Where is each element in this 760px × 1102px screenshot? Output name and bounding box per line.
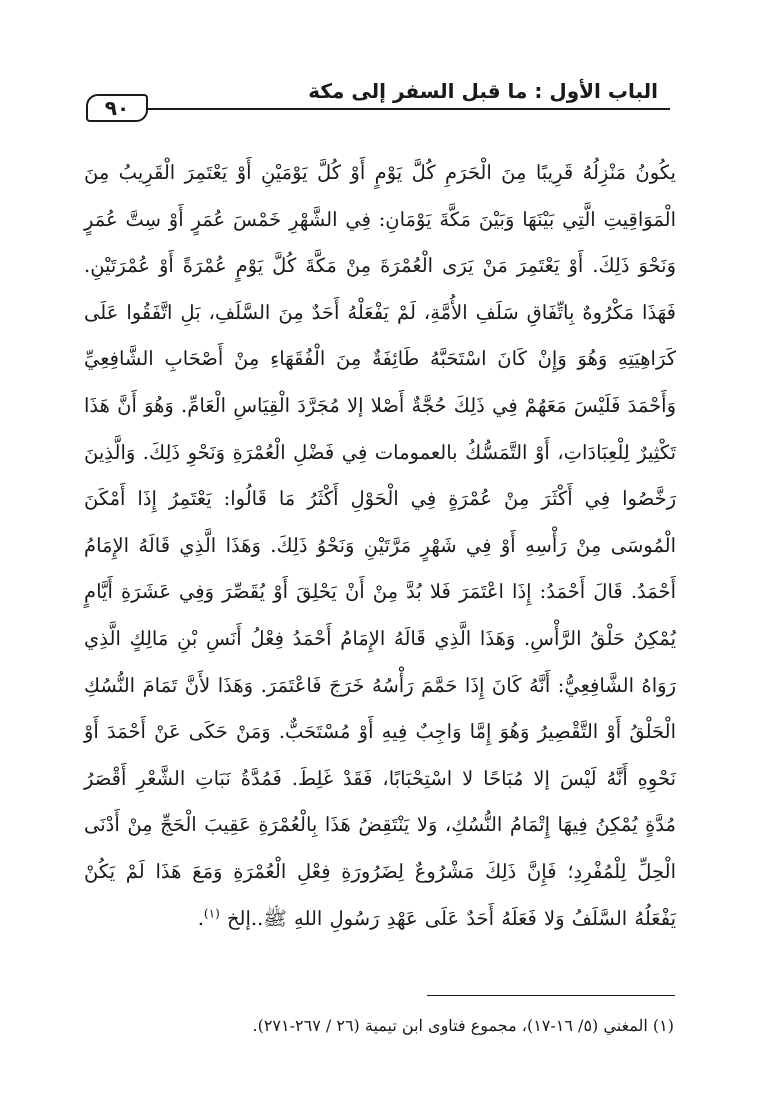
header-rule bbox=[86, 108, 670, 110]
page-number: ٩٠ bbox=[86, 94, 148, 122]
closing-period: . bbox=[197, 906, 204, 930]
body-paragraph bbox=[84, 150, 676, 942]
footnote: (١) المغني (٥/ ١٦-١٧)، مجموع فتاوى ابن تيمية (٢٦ / ٢٦٧-٢٧١). bbox=[252, 1016, 674, 1035]
page-header bbox=[86, 78, 670, 118]
footnote-marker: (١) bbox=[203, 906, 220, 920]
chapter-title: الباب الأول : ما قبل السفر إلى مكة bbox=[308, 79, 658, 103]
body-text: يكُونُ مَنْزِلُهُ قَرِيبًا مِنَ الْحَرَمِ كُلَّ يَوْمٍ أَوْ كُلَّ يَوْمَيْنِ أَوْ يَعْتَمِرَ الْقَرِيبُ مِنَ الْمَوَاقِيتِ الَّتِي بَيْنَهَا وَبَيْنَ مَكَّةَ يَوْمَانِ: فِي الشَّهْرِ خَمْسَ عُمَرٍ أَوْ سِتَّ عُمَرٍ وَنَحْوَ ذَلِكَ. أَوْ يَعْتَمِرَ مَنْ يَرَى الْعُمْرَةَ مِنْ مَكَّةَ كُلَّ يَوْمٍ عُمْرَةً أَوْ عُمْرَتَيْنِ. فَهَذَا مَكْرُوهٌ بِاتِّفَاقِ سَلَفِ الأُمَّةِ، لَمْ يَفْعَلْهُ أَحَدٌ مِنَ السَّلَفِ، بَلِ اتَّفَقُوا عَلَى كَرَاهِيَتِهِ وَهُوَ وَإِنْ كَانَ اسْتَحَبَّهُ طَائِفَةٌ مِنَ الْفُقَهَاءِ مِنْ أَصْحَابِ الشَّافِعِيِّ وَأَحْمَدَ فَلَيْسَ مَعَهُمْ فِي ذَلِكَ حُجَّةٌ أَصْلا إلا مُجَرَّدَ الْقِيَاسِ الْعَامِّ. وَهُوَ أَنَّ هَذَا تَكْثِيرٌ لِلْعِبَادَاتِ، أَوْ التَّمَسُّكُ بالعمومات فِي فَضْلِ الْعُمْرَةِ وَنَحْوِ ذَلِكَ. وَالَّذِينَ رَخَّصُوا فِي أَكْثَرَ مِنْ عُمْرَةٍ فِي الْحَوْلِ أَكْثَرُ مَا قَالُوا: يَعْتَمِرُ إِذَا أَمْكَنَ الْمُوسَى مِنْ رَأْسِهِ أَوْ فِي شَهْرٍ مَرَّتَيْنِ وَنَحْوُ ذَلِكَ. وَهَذَا الَّذِي قَالَهُ الإِمَامُ أَحْمَدُ. قَالَ أَحْمَدُ: إِذَا اعْتَمَرَ فَلا بُدَّ مِنْ أَنْ يَحْلِقَ أَوْ يُقَصِّرَ وَفِي عَشَرَةِ أَيَّامٍ يُمْكِنُ حَلْقُ الرَّأْسِ. وَهَذَا الَّذِي قَالَهُ الإِمَامُ أَحْمَدُ فِعْلُ أَنَسِ بْنِ مَالِكٍ الَّذِي رَوَاهُ الشَّافِعِيُّ: أَنَّهُ كَانَ إِذَا حَمَّمَ رَأْسُهُ خَرَجَ فَاعْتَمَرَ. وَهَذَا لأَنَّ تَمَامَ النُّسُكِ الْحَلْقُ أَوْ التَّقْصِيرُ وَهُوَ إِمَّا وَاجِبٌ فِيهِ أَوْ مُسْتَحَبٌّ. وَمَنْ حَكَى عَنْ أَحْمَدَ أَوْ نَحْوِهِ أَنَّهُ لَيْسَ إلا مُبَاحًا لا اسْتِحْبَابًا، فَقَدْ غَلِطَ. فَمُدَّةُ نَبَاتِ الشَّعْرِ أَقْصَرُ مُدَّةٍ يُمْكِنُ فِيهَا إِتْمَامُ النُّسُكِ، وَلا يَنْتَقِضُ هَذَا بِالْعُمْرَةِ عَقِيبَ الْحَجِّ مِنْ أَدْنَى الْحِلِّ لِلْمُفْرِدِ؛ فَإِنَّ ذَلِكَ مَشْرُوعٌ لِضَرُورَةِ فِعْلِ الْعُمْرَةِ وَمَعَ هَذَا لَمْ يَكُنْ يَفْعَلُهُ السَّلَفُ وَلا فَعَلَهُ أَحَدٌ عَلَى عَهْدِ رَسُولِ اللهِ ﷺ..إلخ bbox=[84, 161, 676, 930]
footnote-rule bbox=[427, 995, 675, 996]
